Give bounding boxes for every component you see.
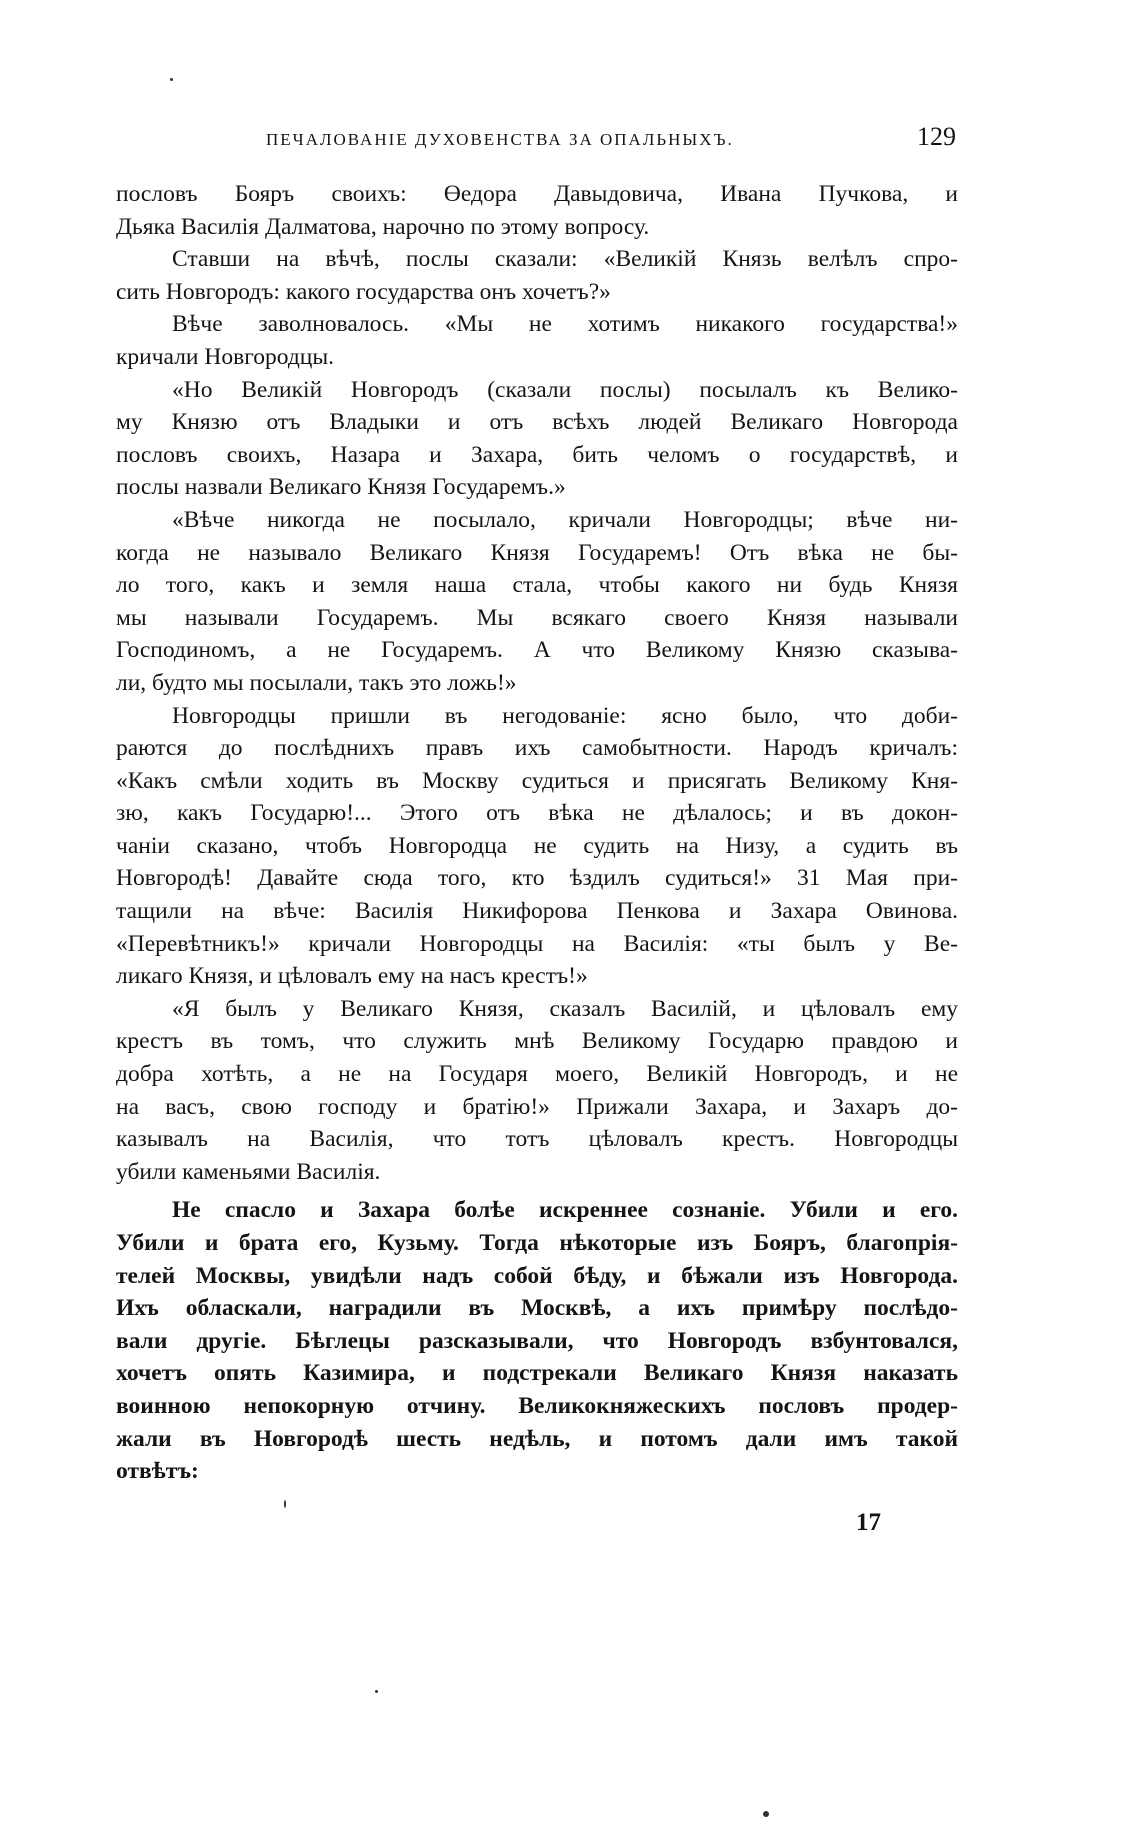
text-line: Ставши на вѣчѣ, послы сказали: «Великій Князь велѣлъ спро- bbox=[172, 246, 958, 273]
text-line: Новгородцы пришли въ негодованіе: ясно было, что доби- bbox=[172, 702, 958, 729]
signature-mark: 17 bbox=[856, 1509, 881, 1536]
scan-speck bbox=[375, 1690, 378, 1693]
text-line: «Но Великій Новгородъ (сказали послы) посылалъ къ Велико- bbox=[172, 376, 958, 403]
text-line: хочетъ опять Казимира, и подстрекали Великаго Князя наказать bbox=[116, 1360, 958, 1387]
text-line: «Перевѣтникъ!» кричали Новгородцы на Василія: «ты былъ у Ве- bbox=[116, 930, 958, 957]
text-line: жали въ Новгородѣ шесть недѣль, и потомъ дали имъ такой bbox=[116, 1425, 958, 1452]
text-line: казывалъ на Василія, что тотъ цѣловалъ крестъ. Новгородцы bbox=[116, 1126, 958, 1153]
scan-speck bbox=[170, 78, 173, 81]
text-line: телей Москвы, увидѣли надъ собой бѣду, и бѣжали изъ Новгорода. bbox=[116, 1262, 958, 1289]
text-line: послы назвали Великаго Князя Государемъ.» bbox=[116, 474, 566, 501]
text-line: «Какъ смѣли ходить въ Москву судиться и присягать Великому Кня- bbox=[116, 767, 958, 794]
text-line: Господиномъ, а не Государемъ. А что Великому Князю сказыва- bbox=[116, 637, 958, 664]
text-line: пословъ своихъ, Назара и Захара, бить челомъ о государствѣ, и bbox=[116, 441, 958, 468]
text-line: Вѣче заволновалось. «Мы не хотимъ никакого государства!» bbox=[172, 311, 958, 338]
text-line: когда не называло Великаго Князя Государемъ! Отъ вѣка не бы- bbox=[116, 539, 958, 566]
body-text bbox=[116, 178, 958, 1488]
text-line: тащили на вѣче: Василія Никифорова Пенкова и Захара Овинова. bbox=[116, 898, 958, 925]
text-line: крестъ въ томъ, что служить мнѣ Великому Государю правдою и bbox=[116, 1028, 958, 1055]
running-head: ПЕЧАЛОВАНІЕ ДУХОВЕНСТВА ЗА ОПАЛЬНЫХЪ. bbox=[266, 130, 734, 149]
text-line: «Вѣче никогда не посылало, кричали Новгородцы; вѣче ни- bbox=[172, 506, 958, 533]
text-line: добра хотѣть, а не на Государя моего, Великій Новгородъ, и не bbox=[116, 1061, 958, 1088]
text-line: воинною непокорную отчину. Великокняжескихъ пословъ продер- bbox=[116, 1392, 958, 1419]
text-line: Новгородѣ! Давайте сюда того, кто ѣздилъ судиться!» 31 Мая при- bbox=[116, 865, 958, 892]
text-line: «Я былъ у Великаго Князя, сказалъ Василій, и цѣловалъ ему bbox=[172, 995, 958, 1022]
text-line: пословъ Бояръ своихъ: Өедора Давыдовича, Ивана Пучкова, и bbox=[116, 181, 958, 207]
scan-speck bbox=[763, 1811, 769, 1817]
text-line: раются до послѣднихъ правъ ихъ самобытности. Народъ кричалъ: bbox=[116, 735, 958, 762]
text-line: зю, какъ Государю!... Этого отъ вѣка не дѣлалось; и въ докон- bbox=[116, 800, 958, 827]
scan-speck bbox=[284, 1500, 286, 1508]
text-line: чаніи сказано, чтобъ Новгородца не судить на Низу, а судить въ bbox=[116, 832, 958, 859]
text-line: убили каменьями Василія. bbox=[116, 1158, 381, 1185]
text-line: ликаго Князя, и цѣловалъ ему на насъ крестъ!» bbox=[116, 963, 588, 990]
text-line: на васъ, свою господу и братію!» Прижали Захара, и Захаръ до- bbox=[116, 1093, 958, 1120]
text-line: Убили и брата его, Кузьму. Тогда нѣкоторые изъ Бояръ, благопрія- bbox=[116, 1230, 958, 1256]
text-line: сить Новгородъ: какого государства онъ хочетъ?» bbox=[116, 278, 611, 305]
text-line: Не спасло и Захара болѣе искреннее сознаніе. Убили и его. bbox=[172, 1197, 958, 1224]
text-line: му Князю отъ Владыки и отъ всѣхъ людей Великаго Новгорода bbox=[116, 409, 958, 436]
page-header bbox=[116, 122, 962, 154]
page-number: 129 bbox=[917, 122, 956, 151]
text-line: Дьяка Василія Далматова, нарочно по этому вопросу. bbox=[116, 213, 650, 240]
text-line: ло того, какъ и земля наша стала, чтобы какого ни будь Князя bbox=[116, 572, 958, 599]
text-line: кричали Новгородцы. bbox=[116, 343, 335, 370]
text-line: ли, будто мы посылали, такъ это ложь!» bbox=[116, 669, 517, 696]
text-line: вали другіе. Бѣглецы разсказывали, что Новгородъ взбунтовался, bbox=[116, 1327, 958, 1354]
text-line: мы называли Государемъ. Мы всякаго своего Князя называли bbox=[116, 604, 958, 631]
text-line: Ихъ обласкали, наградили въ Москвѣ, а ихъ примѣру послѣдо- bbox=[116, 1295, 958, 1322]
text-line: отвѣтъ: bbox=[116, 1458, 199, 1485]
